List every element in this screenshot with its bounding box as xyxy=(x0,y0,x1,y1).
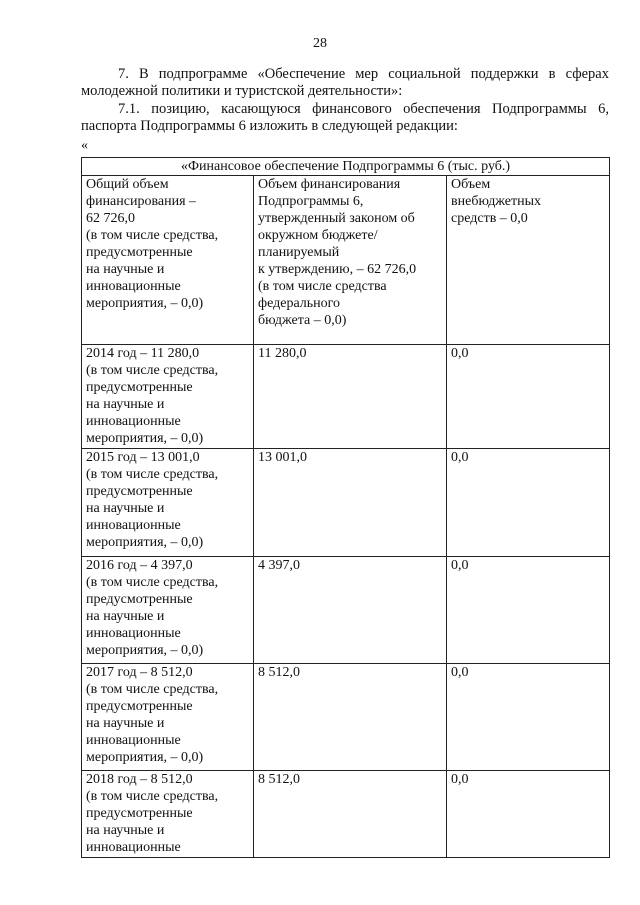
extrabudgetary-cell: 0,0 xyxy=(447,771,610,858)
extrabudgetary-cell: 0,0 xyxy=(447,664,610,771)
year-total-cell: 2014 год – 11 280,0 (в том числе средства, предусмотренные на научные и инновационные мероприятия, – 0,0) xyxy=(82,345,254,449)
budget-cell: 8 512,0 xyxy=(254,771,447,858)
table-title: «Финансовое обеспечение Подпрограммы 6 (тыс. руб.) xyxy=(82,158,610,176)
table-row xyxy=(82,345,610,449)
table-row xyxy=(82,449,610,557)
header-budget-funding: Объем финансирования Подпрограммы 6, утвержденный законом об окружном бюджете/ планируемый к утверждению, – 62 726,0 (в том числе средства федерального бюджета – 0,0) xyxy=(254,176,447,345)
extrabudgetary-cell: 0,0 xyxy=(447,557,610,664)
year-total-cell: 2016 год – 4 397,0 (в том числе средства, предусмотренные на научные и инновационные мероприятия, – 0,0) xyxy=(82,557,254,664)
table-row xyxy=(82,664,610,771)
budget-cell: 11 280,0 xyxy=(254,345,447,449)
header-extrabudgetary: Объем внебюджетных средств – 0,0 xyxy=(447,176,610,345)
table-header-row xyxy=(82,176,610,345)
year-total-cell: 2015 год – 13 001,0 (в том числе средства, предусмотренные на научные и инновационные мероприятия, – 0,0) xyxy=(82,449,254,557)
table-row xyxy=(82,557,610,664)
table-row xyxy=(82,771,610,858)
paragraph-7: 7. В подпрограмме «Обеспечение мер социальной поддержки в сферах молодежной политики и туристской деятельности»: xyxy=(81,66,609,99)
budget-cell: 13 001,0 xyxy=(254,449,447,557)
budget-cell: 4 397,0 xyxy=(254,557,447,664)
opening-quote: « xyxy=(81,138,88,153)
budget-cell: 8 512,0 xyxy=(254,664,447,771)
table-title-row xyxy=(82,158,610,176)
year-total-cell: 2018 год – 8 512,0 (в том числе средства, предусмотренные на научные и инновационные xyxy=(82,771,254,858)
financing-table xyxy=(81,157,610,858)
paragraph-7-1: 7.1. позицию, касающуюся финансового обеспечения Подпрограммы 6, паспорта Подпрограммы 6 изложить в следующей редакции: xyxy=(81,101,609,134)
header-total-funding: Общий объем финансирования – 62 726,0 (в том числе средства, предусмотренные на научные и инновационные мероприятия, – 0,0) xyxy=(82,176,254,345)
year-total-cell: 2017 год – 8 512,0 (в том числе средства, предусмотренные на научные и инновационные мероприятия, – 0,0) xyxy=(82,664,254,771)
extrabudgetary-cell: 0,0 xyxy=(447,449,610,557)
extrabudgetary-cell: 0,0 xyxy=(447,345,610,449)
page-number: 28 xyxy=(313,36,327,51)
